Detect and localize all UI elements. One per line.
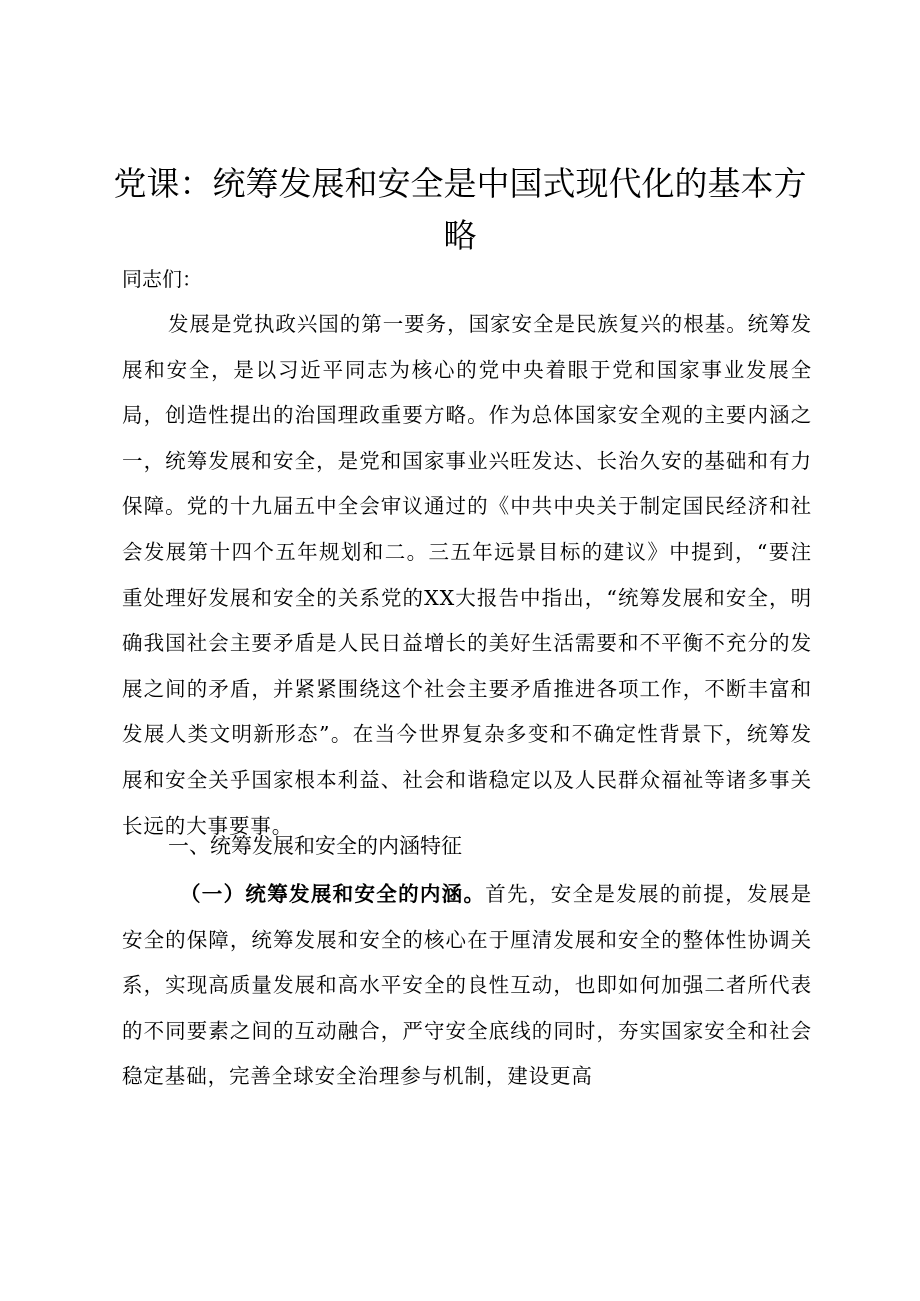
intro-paragraph: 发展是党执政兴国的第一要务，国家安全是民族复兴的根基。统筹发展和安全，是以习近平同志为核心的党中央着眼于党和国家事业发展全局，创造性提出的治国理政重要方略。作为总体国家安全观的主要内涵之一，统筹发展和安全，是党和国家事业兴旺发达、长治久安的基础和有力保障。党的十九届五中全会审议通过的《中共中央关于制定国民经济和社会发展第十四个五年规划和二。三五年远景目标的建议》中提到，“要注重处理好发展和安全的关系党的XX大报告中指出，“统筹发展和安全，明确我国社会主要矛盾是人民日益增长的美好生活需要和不平衡不充分的发展之间的矛盾，并紧紧围绕这个社会主要矛盾推进各项工作，不断丰富和发展人类文明新形态”。在当今世界复杂多变和不确定性背景下，统筹发展和安全关乎国家根本利益、社会和谐稳定以及人民群众福祉等诸多事关长远的大事要事。 [122,312,812,838]
subsection-body: 首先，安全是发展的前提，发展是安全的保障，统筹发展和安全的核心在于厘清发展和安全的整体性协调关系，实现高质量发展和高水平安全的良性互动，也即如何加强二者所代表的不同要素之间的互动融合，严守安全底线的同时，夯实国家安全和社会稳定基础，完善全球安全治理参与机制，建设更高 [122,882,812,1089]
subsection-lead: （一）统筹发展和安全的内涵。 [180,882,486,906]
document-title: 党课：统筹发展和安全是中国式现代化的基本方略 [113,164,807,255]
subsection-paragraph [122,872,812,1100]
salutation: 同志们： [122,267,202,291]
section-heading-1: 一、统筹发展和安全的内涵特征 [168,834,462,858]
